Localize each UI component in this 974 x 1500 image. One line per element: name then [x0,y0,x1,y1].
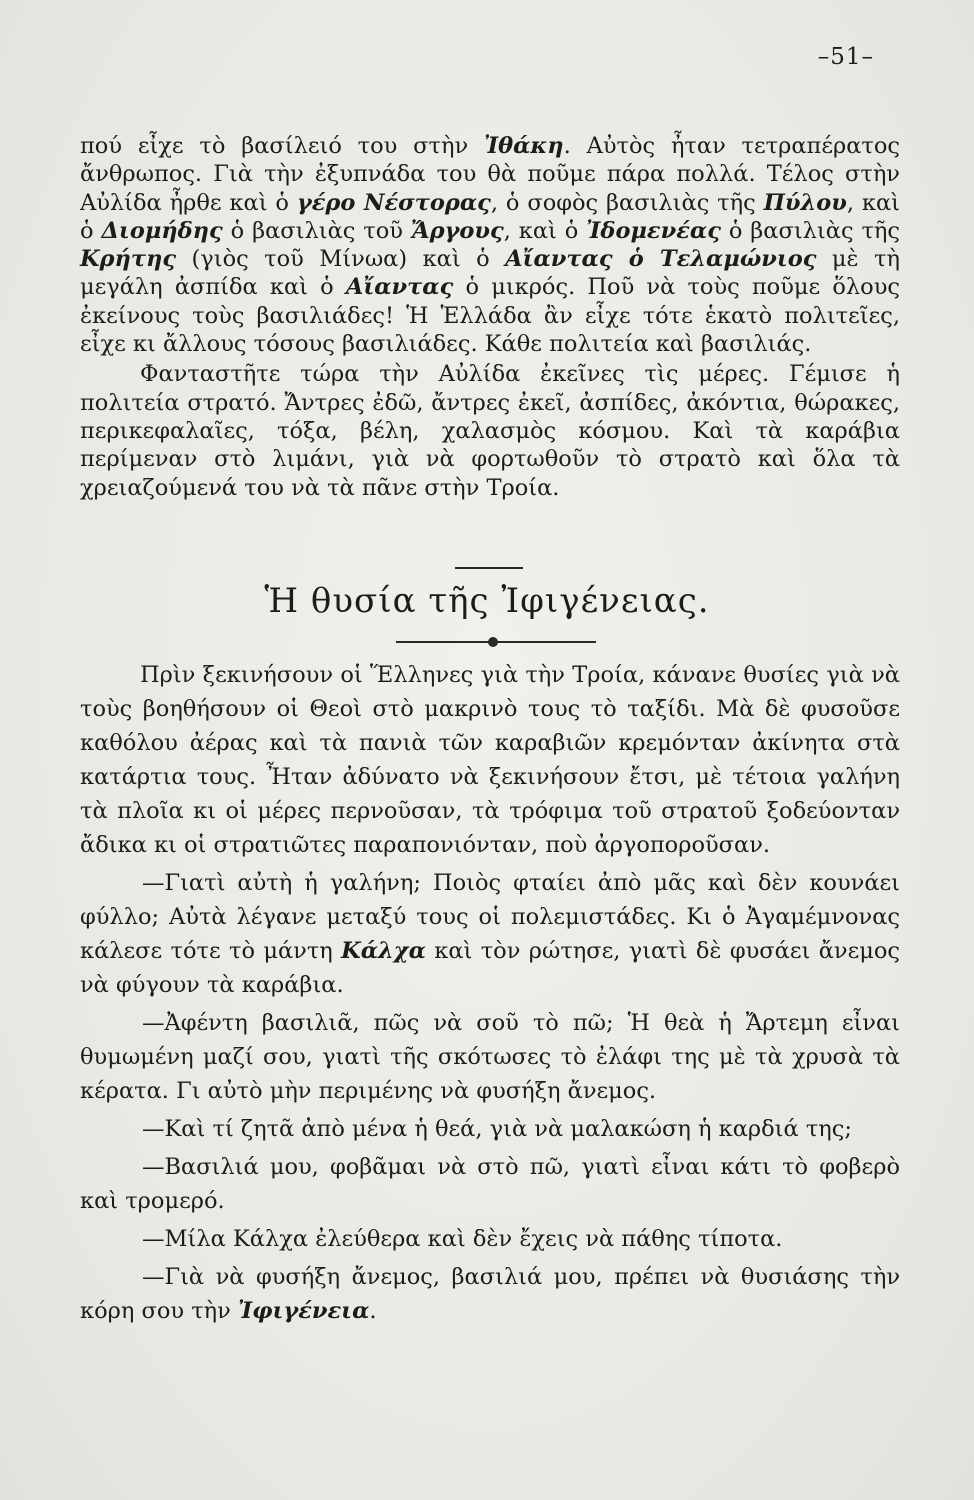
text-run: —Γιὰ νὰ φυσήξη ἄνεμος, βασιλιά μου, πρέπει νὰ θυσιάσης τὴν κόρη σου τὴν [80,1264,900,1324]
dialog-line-4: —Βασιλιά μου, φοβᾶμαι νὰ στὸ πῶ, γιατὶ εἶναι κάτι τὸ φοβερὸ καὶ τρομερό. [80,1154,900,1214]
place-name-pylos: Πύλου [763,189,847,216]
place-name-argos: Ἄργους [410,217,504,244]
dialog-line-3: —Καὶ τί ζητᾶ ἀπὸ μένα ἡ θεά, γιὰ νὰ μαλακώση ἡ καρδιά της; [142,1116,852,1142]
text-run: , καὶ ὁ [503,217,587,244]
body-paragraph-1: Πρὶν ξεκινήσουν οἱ Ἕλληνες γιὰ τὴν Τροία, κάνανε θυσίες γιὰ νὰ τοὺς βοηθήσουν οἱ Θεοὶ στὸ μακρινὸ τους τὸ ταξίδι. Μὰ δὲ φυσοῦσε καθόλου ἀέρας καὶ τὰ πανιὰ τῶν καραβιῶν κρεμόνταν ἀκίνητα στὰ κατάρτια τους. Ἦταν ἀδύνατο νὰ ξεκινήσουν ἔτσι, μὲ τέτοια γαλήνη τὰ πλοῖα κι οἱ μέρες περνοῦσαν, τὰ τρόφιμα τοῦ στρατοῦ ξοδεύονταν ἄδικα κι οἱ στρατιῶτες παραπονιόνταν, ποὺ ἀργοποροῦσαν. [80,662,900,858]
title-underline-dot [488,637,498,647]
person-name-diomedes: Διομήδης [101,217,223,244]
text-run: ὁ βασιλιὰς τῆς [720,217,900,244]
text-run: καὶ τὸν ρώτησε, γιατὶ δὲ φυσάει ἄνεμος νὰ φύγουν τὰ καράβια. [80,938,900,998]
text-run: . Αὐτὸς ἦταν τετραπέρατος ἄνθρωπος. Γιὰ τὴν ἐξυπνάδα του θὰ ποῦμε πάρα πολλά. Τέλος στὴν Αὐλίδα ἦρθε καὶ ὁ [80,133,900,216]
section-divider-short [455,567,523,569]
text-run: ὁ μικρός. Ποῦ νὰ τοὺς ποῦμε ὅλους ἐκείνους τοὺς βασιλιάδες! Ἡ Ἑλλάδα ἂν εἶχε τότε ἑκατὸ πολιτεῖες, εἶχε κι ἄλλους τόσους βασιλιάδες. Κάθε πολιτεία καὶ βασιλιάς. [80,274,900,358]
dialog-line-2: —Ἀφέντη βασιλιᾶ, πῶς νὰ σοῦ τὸ πῶ; Ἡ θεὰ ἡ Ἄρτεμη εἶναι θυμωμένη μαζί σου, γιατὶ τῆς σκότωσες τὸ ἐλάφι της μὲ τὰ χρυσὰ τὰ κέρατα. Γι αὐτὸ μὴν περιμένης νὰ φυσήξη ἄνεμος. [80,1010,900,1104]
place-name-ithaca: Ἰθάκη [483,133,564,159]
text-run: . [369,1298,377,1324]
person-name-ajax-lesser: Αἴαντας [345,274,454,301]
dialog-line-5: —Μίλα Κάλχα ἐλεύθερα καὶ δὲν ἔχεις νὰ πάθης τίποτα. [142,1226,783,1252]
text-run: , ὁ σοφὸς βασιλιὰς τῆς [490,189,764,216]
text-run: —Γιατὶ αὐτὴ ἡ γαλήνη; Ποιὸς φταίει ἀπὸ μᾶς καὶ δὲν κουνάει φύλλο; Αὐτὰ λέγανε μεταξύ τους οἱ πολεμιστάδες. Κι ὁ Ἀγαμέμνονας κάλεσε τότε τὸ μάντη [80,870,900,964]
text-run: ὁ βασιλιὰς τοῦ [222,217,411,244]
text-run: μὲ τὴ μεγάλη ἀσπίδα καὶ ὁ [80,246,900,301]
person-name-nestor: γέρο Νέστορας [296,189,491,216]
text-run: πού εἶχε τὸ βασίλειό του στὴν [80,133,484,159]
intro-paragraph-1 [80,132,900,358]
dialog-line-1 [80,866,900,1002]
place-name-crete: Κρήτης [80,246,177,273]
chapter-body [80,658,900,1328]
person-name-iphigenia: Ἰφιγένεια [237,1298,370,1324]
dialog-line-6 [80,1260,900,1328]
person-name-idomeneus: Ἰδομενέας [586,217,721,244]
person-name-ajax-telamonian: Αἴαντας ὁ Τελαμώνιος [505,246,817,273]
person-name-calchas: Κάλχα [341,938,426,964]
text-run: (γιὸς τοῦ Μίνωα) καὶ ὁ [176,246,506,273]
intro-section [80,132,900,502]
text-run: , καὶ ὁ [80,189,900,244]
page-number: –51– [817,44,874,70]
intro-paragraph-2: Φανταστῆτε τώρα τὴν Αὐλίδα ἐκεῖνες τὶς μέρες. Γέμισε ἡ πολιτεία στρατό. Ἄντρες ἐδῶ, ἄντρες ἐκεῖ, ἀσπίδες, ἀκόντια, θώρακες, περικεφαλαῖες, τόξα, βέλη, χαλασμὸς κόσμου. Καὶ τὰ καράβια περίμεναν στὸ λιμάνι, γιὰ νὰ φορτωθοῦν τὸ στρατὸ καὶ ὅλα τὰ χρειαζούμενά του νὰ τὰ πᾶνε στὴν Τροία. [80,361,900,501]
chapter-title: Ἡ θυσία τῆς Ἰφιγένειας. [264,581,710,621]
